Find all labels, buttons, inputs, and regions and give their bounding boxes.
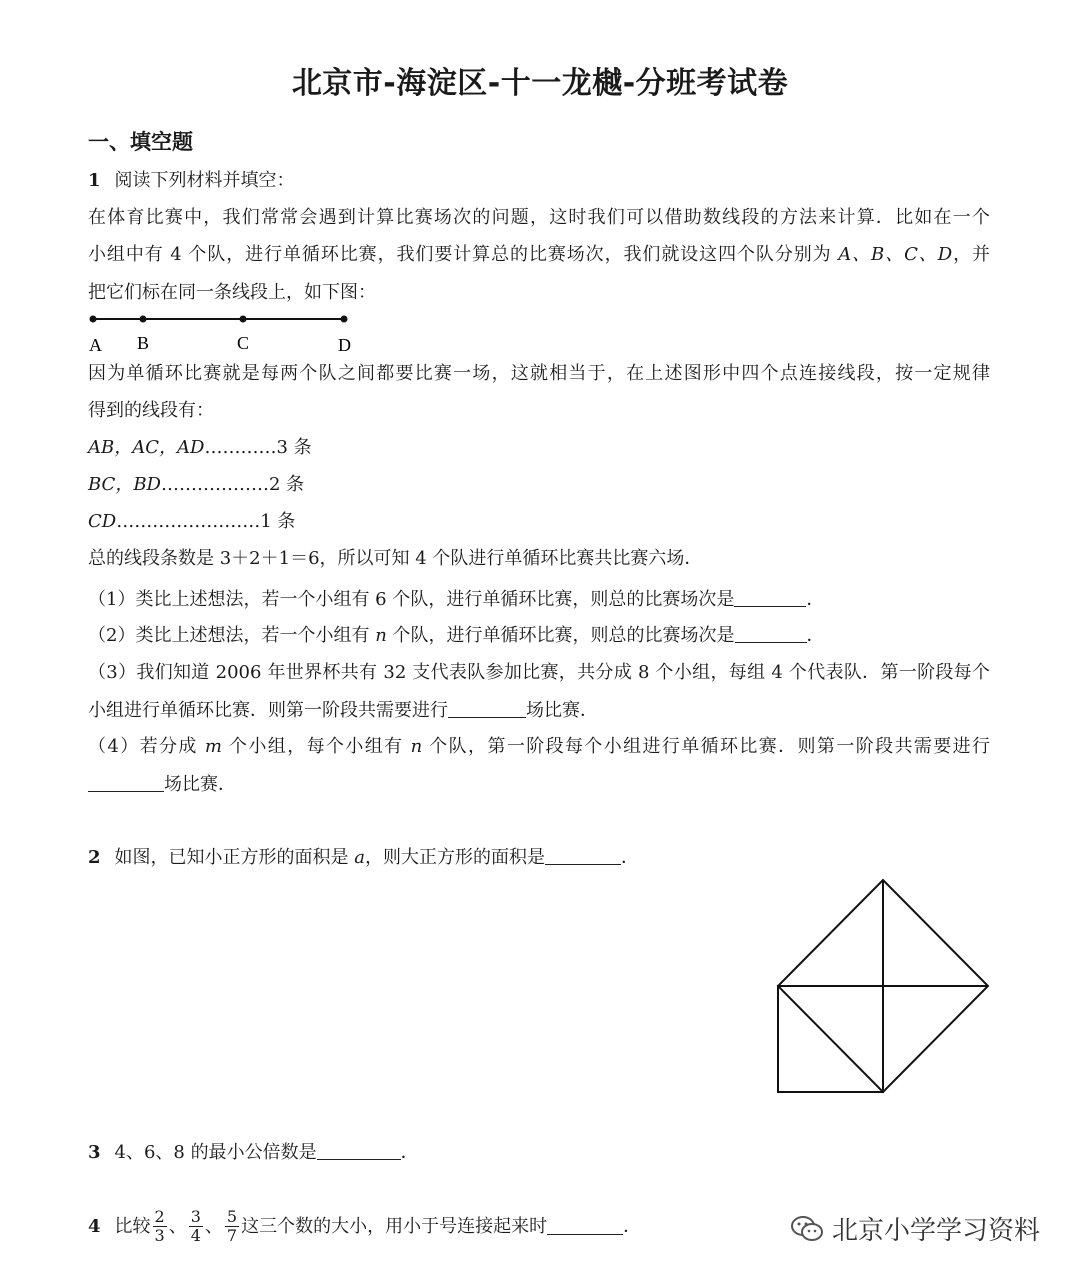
q4-separator-2: 、 — [204, 1215, 223, 1237]
q1-sub-1-period: ． — [806, 589, 825, 610]
q1-intro — [88, 172, 295, 190]
q1-sub-3-line-2 — [88, 701, 598, 720]
q4-separator-1: 、 — [168, 1215, 187, 1237]
segment-list-3-dots: …………………… — [116, 511, 261, 532]
q1-sub-4-var-n: n — [410, 736, 423, 757]
q1-sub-1-blank[interactable] — [734, 590, 806, 607]
q1-sub-4-line-2 — [88, 775, 236, 794]
q1-sub-2-text: （2）类比上述想法，若一个小组有 — [88, 625, 376, 646]
point-b-label: B — [137, 333, 150, 353]
segment-list-1-dots: ………… — [204, 437, 277, 458]
fraction-5-7 — [225, 1208, 239, 1246]
q1-sub-2-var: n — [375, 625, 387, 646]
fraction-1-denominator: 3 — [154, 1226, 165, 1246]
q1-sub-4-var-m: m — [204, 736, 222, 757]
segment-list-1 — [88, 439, 312, 457]
q4-period: ． — [623, 1215, 642, 1237]
q3-period: ． — [400, 1142, 419, 1163]
q1-sub-4-tail: 场比赛． — [164, 774, 236, 795]
point-a-label: A — [89, 335, 102, 355]
q1-sub-2-blank[interactable] — [735, 626, 807, 643]
q4-text-pre: 比较 — [114, 1215, 151, 1237]
square-figure — [770, 872, 994, 1098]
fraction-3-numerator: 5 — [226, 1207, 238, 1226]
q3-text: 4、6、8 的最小公倍数是 — [114, 1142, 317, 1163]
q1-sub-3-line-1: （3）我们知道 2006 年世界杯共有 32 支代表队参加比赛，共分成 8 个小组，每组 4 个代表队．第一阶段每个 — [88, 662, 990, 683]
fraction-3-4 — [189, 1208, 203, 1246]
wechat-icon — [790, 1214, 824, 1244]
q1-sub-2 — [88, 626, 825, 645]
q1-sub-4-text-a: （4）若分成 — [88, 736, 205, 757]
page-title: 北京市-海淀区-十一龙樾-分班考试卷 — [291, 66, 789, 101]
q1-intro-text: 阅读下列材料并填空： — [114, 170, 295, 191]
q3-blank[interactable] — [317, 1143, 401, 1160]
point-d-dot — [341, 316, 348, 323]
fraction-2-denominator: 4 — [190, 1226, 201, 1246]
q1-sub-4-text-b: 个小组，每个小组有 — [221, 736, 411, 757]
q1-sub-2-text-b: 个队，进行单循环比赛，则总的比赛场次是 — [386, 625, 735, 646]
q4-number: 4 — [88, 1215, 101, 1237]
q3-line — [88, 1143, 419, 1162]
point-c-dot — [240, 316, 247, 323]
segment-list-2-dots: ……………… — [161, 474, 269, 495]
q2-number: 2 — [88, 847, 101, 868]
segment-list-2 — [88, 476, 304, 494]
q3-number: 3 — [88, 1142, 101, 1163]
q1-sub-1 — [88, 590, 824, 609]
q2-line — [88, 848, 639, 867]
point-c-label: C — [237, 333, 250, 353]
q1-team-vars: A、B、C、D — [838, 244, 953, 265]
q1-para-6: 总的线段条数是 3＋2＋1＝6，所以可知 4 个队进行单循环比赛共比赛六场． — [88, 548, 703, 569]
q4-text-post: 这三个数的大小，用小于号连接起来时 — [241, 1215, 548, 1237]
q1-number: 1 — [88, 170, 101, 191]
q2-var: a — [354, 847, 365, 868]
segment-list-2-names: BC，BD — [88, 474, 161, 495]
segment-list-1-names: AB，AC，AD — [88, 437, 205, 458]
q2-period: ． — [621, 847, 639, 868]
watermark — [790, 1210, 1040, 1247]
point-b-dot — [140, 316, 147, 323]
fraction-1-numerator: 2 — [154, 1207, 165, 1226]
q1-para-2-text: 小组中有 4 个队，进行单循环比赛，我们要计算总的比赛场次，我们就设这四个队分别为 — [88, 244, 839, 265]
q1-para-2-tail: ，并 — [952, 244, 990, 265]
section-heading: 一、填空题 — [88, 130, 193, 154]
fraction-2-3 — [153, 1208, 167, 1246]
segment-list-1-count: 3 条 — [276, 437, 312, 458]
fraction-3-denominator: 7 — [226, 1226, 238, 1246]
q2-text: 如图，已知小正方形的面积是 — [114, 847, 355, 868]
segment-list-3-names: CD — [88, 511, 117, 532]
q1-sub-2-period: ． — [806, 625, 825, 646]
watermark-text: 北京小学学习资料 — [832, 1216, 1041, 1246]
q1-sub-1-text: （1）类比上述想法，若一个小组有 6 个队，进行单循环比赛，则总的比赛场次是 — [88, 589, 735, 610]
q1-para-1: 在体育比赛中，我们常常会遇到计算比赛场次的问题，这时我们可以借助数线段的方法来计算．比如在一个 — [88, 207, 990, 228]
number-line-figure — [88, 305, 368, 357]
q1-para-2 — [88, 246, 990, 264]
q1-para-5: 得到的线段有： — [88, 400, 214, 421]
segment-list-2-count: 2 条 — [269, 474, 305, 495]
q1-sub-4-blank[interactable] — [88, 775, 164, 792]
q1-para-4: 因为单循环比赛就是每两个队之间都要比赛一场，这就相当于，在上述图形中四个点连接线段，按一定规律 — [88, 363, 990, 384]
q4-line — [88, 1208, 641, 1246]
segment-list-3 — [88, 513, 295, 531]
q1-sub-3-text: 小组进行单循环比赛．则第一阶段共需要进行 — [88, 700, 448, 721]
segment-list-3-count: 1 条 — [260, 511, 296, 532]
q1-sub-4-text-c: 个队，第一阶段每个小组进行单循环比赛．则第一阶段共需要进行 — [422, 736, 990, 757]
q2-text-b: ，则大正方形的面积是 — [365, 847, 545, 868]
q1-para-3: 把它们标在同一条线段上，如下图： — [88, 282, 376, 303]
fraction-2-numerator: 3 — [190, 1207, 201, 1226]
q1-sub-3-tail: 场比赛． — [526, 700, 598, 721]
q4-blank[interactable] — [547, 1218, 623, 1235]
point-d-label: D — [338, 335, 351, 355]
q1-sub-4-line-1 — [88, 738, 990, 756]
q2-blank[interactable] — [545, 848, 621, 865]
q1-sub-3-blank[interactable] — [448, 701, 526, 718]
point-a-dot — [90, 316, 97, 323]
